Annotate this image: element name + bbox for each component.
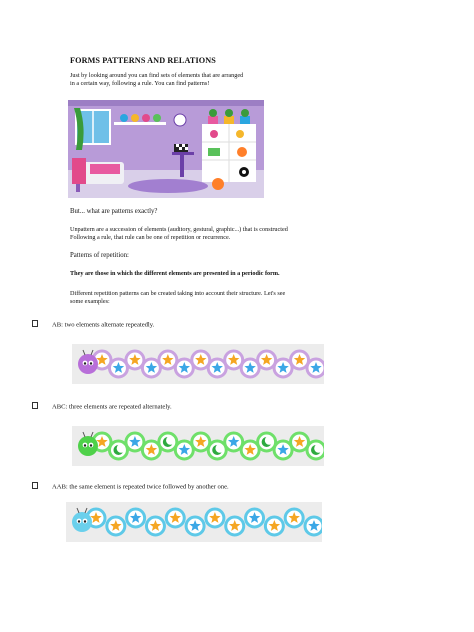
pattern-bead-star-orange — [285, 509, 303, 527]
pattern-bead-star-blue — [305, 517, 322, 535]
pattern-bead-star-blue — [186, 517, 204, 535]
bullet-box-icon — [32, 402, 38, 409]
structure-line-2: some examples: — [70, 298, 110, 305]
pattern-bead-star-orange — [265, 517, 283, 535]
structure-line-1: Different repetition patterns can be created taking into account their structure. Let's see — [70, 290, 286, 297]
pattern-bead-star-orange — [107, 517, 125, 535]
pattern-aab-label: AAB: the same element is repeated twice followed by another one. — [52, 483, 229, 491]
definition-line-2: Following a rule, that rule can be one of repetition or recurrence. — [70, 234, 231, 241]
pattern-bead-star-blue — [127, 509, 145, 527]
bullet-box-icon — [32, 482, 38, 489]
page-title: FORMS PATTERNS AND RELATIONS — [70, 56, 216, 65]
intro-line-2: in a certain way, following a rule. You can find patterns! — [70, 80, 210, 87]
pattern-abc-label: ABC: three elements are repeated alternately. — [52, 403, 172, 411]
question-line: But... what are patterns exactly? — [70, 208, 158, 215]
pattern-bead-star-orange — [146, 517, 164, 535]
bedroom-illustration — [68, 100, 264, 198]
intro-line-1: Just by looking around you can find sets of elements that are arranged — [70, 72, 244, 79]
pattern-ab-item — [32, 320, 154, 330]
pattern-ab-label: AB: two elements alternate repeatedly. — [52, 321, 155, 329]
bold-statement: They are those in which the different elements are presented in a periodic form. — [70, 270, 280, 277]
pattern-abc-item — [32, 402, 172, 412]
pattern-bead-star-orange — [226, 517, 244, 535]
definition-line-1: Unpattern are a succession of elements (auditory, gestural, graphic...) that is constructed — [70, 226, 288, 233]
pattern-bead-star-blue — [307, 359, 324, 377]
pattern-abc-caterpillar — [72, 424, 324, 468]
pattern-aab-caterpillar — [66, 500, 322, 544]
pattern-bead-star-orange — [206, 509, 224, 527]
pattern-bead-star-orange — [166, 509, 184, 527]
bullet-box-icon — [32, 320, 38, 327]
pattern-bead-star-blue — [246, 509, 264, 527]
pattern-aab-item — [32, 482, 229, 492]
section-heading: Patterns of repetition: — [70, 252, 129, 259]
pattern-bead-moon-green — [307, 441, 324, 459]
pattern-ab-caterpillar — [72, 342, 324, 386]
